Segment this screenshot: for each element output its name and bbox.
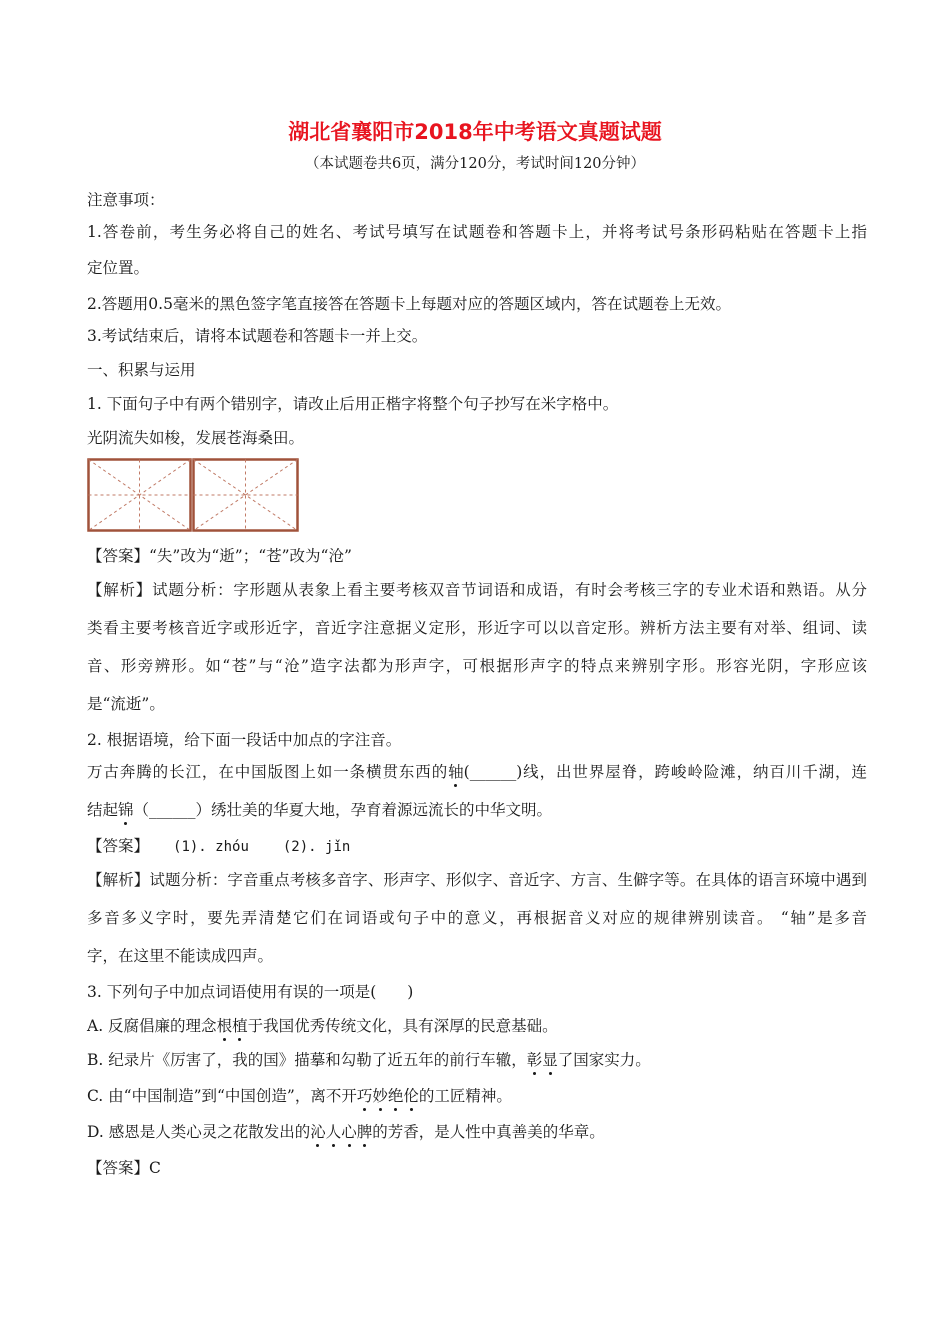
mizige-writing-grid (87, 458, 299, 532)
dotted-char: 心 (341, 1123, 357, 1141)
dotted-char: 绝 (387, 1087, 404, 1105)
dotted-char: 伦 (403, 1087, 419, 1105)
notice-heading: 注意事项： (87, 191, 165, 209)
q1-answer: 【答案】“失”改为“逝”；“苍”改为“沧” (87, 547, 352, 565)
q1-analysis-4: 是“流逝”。 (87, 695, 165, 713)
dotted-char: 沁 (310, 1123, 326, 1141)
dotted-char: 彰 (526, 1051, 543, 1069)
dotted-char: 锦 (118, 801, 134, 819)
page-subtitle: （本试题卷共6页，满分120分，考试时间120分钟） (304, 156, 646, 172)
notice-item-3: 3.考试结束后，请将本试题卷和答题卡一并上交。 (87, 327, 428, 345)
dotted-char: 根 (216, 1017, 233, 1035)
q1-sentence: 光阴流失如梭，发展苍海桑田。 (87, 429, 305, 447)
page-title: 湖北省襄阳市2018年中考语文真题试题 (288, 120, 662, 144)
q2-analysis-2: 多音多义字时，要先弄清楚它们在词语或句子中的意义，再根据音义对应的规律辨别读音。 “轴”是多音 (87, 909, 867, 927)
q3-option-c: C. 由“中国制造”到“中国创造”，离不开巧妙绝伦的工匠精神。 (87, 1087, 512, 1105)
q2-stem: 2. 根据语境，给下面一段话中加点的字注音。 (87, 731, 402, 749)
dotted-char: 轴 (448, 763, 464, 781)
q2-analysis-3: 字，在这里不能读成四声。 (87, 947, 274, 965)
q1-analysis-1: 【解析】试题分析：字形题从表象上看主要考核双音节词语和成语，有时会考核三字的专业术语和熟语。从分 (87, 581, 867, 599)
dotted-char: 脾 (356, 1123, 373, 1141)
q2-analysis-1: 【解析】试题分析：字音重点考核多音字、形声字、形似字、音近字、方言、生僻字等。在具体的语言环境中遇到 (87, 871, 867, 889)
q2-answer: 【答案】 (1). zhóu (2). jǐn (87, 837, 351, 855)
q3-stem: 3. 下列句子中加点词语使用有误的一项是( ) (87, 983, 414, 1001)
notice-item-1: 1.答卷前，考生务必将自己的姓名、考试号填写在试题卷和答题卡上，并将考试号条形码粘贴在答题卡上指 (87, 223, 867, 241)
mizige-cell-1 (89, 460, 191, 531)
q3-answer: 【答案】C (87, 1159, 161, 1177)
dotted-char: 妙 (372, 1087, 388, 1105)
q1-stem: 1. 下面句子中有两个错别字，请改止后用正楷字将整个句子抄写在米字格中。 (87, 395, 619, 413)
dotted-char: 人 (325, 1123, 342, 1141)
dotted-char: 显 (542, 1051, 558, 1069)
q3-option-b: B. 纪录片《厉害了，我的国》描摹和勾勒了近五年的前行车辙，彰显了国家实力。 (87, 1051, 651, 1069)
mizige-cell-2 (194, 460, 298, 531)
dotted-char: 巧 (356, 1087, 373, 1105)
section-heading: 一、积累与运用 (87, 361, 196, 379)
q1-analysis-3: 音、形旁辨形。如“苍”与“沧”造字法都为形声字，可根据形声字的特点来辨别字形。形容光阴，字形应该 (87, 657, 867, 675)
q2-passage-1: 万古奔腾的长江，在中国版图上如一条横贯东西的轴(______)线，出世界屋脊，跨峻岭险滩，纳百川千湖，连 (87, 763, 867, 781)
dotted-char: 植 (232, 1017, 248, 1035)
q2-passage-2: 结起锦（______）绣壮美的华夏大地，孕育着源远流长的中华文明。 (87, 801, 553, 819)
notice-item-1-cont: 定位置。 (87, 259, 150, 277)
q3-option-a: A. 反腐倡廉的理念根植于我国优秀传统文化，具有深厚的民意基础。 (87, 1017, 558, 1035)
q1-analysis-2: 类看主要考核音近字或形近字，音近字注意据义定形，形近字可以以音定形。辨析方法主要有对举、组词、读 (87, 619, 867, 637)
q3-option-d: D. 感恩是人类心灵之花散发出的沁人心脾的芳香，是人性中真善美的华章。 (87, 1123, 605, 1141)
notice-item-2: 2.答题用0.5毫米的黑色签字笔直接答在答题卡上每题对应的答题区域内，答在试题卷上无效。 (87, 295, 731, 313)
